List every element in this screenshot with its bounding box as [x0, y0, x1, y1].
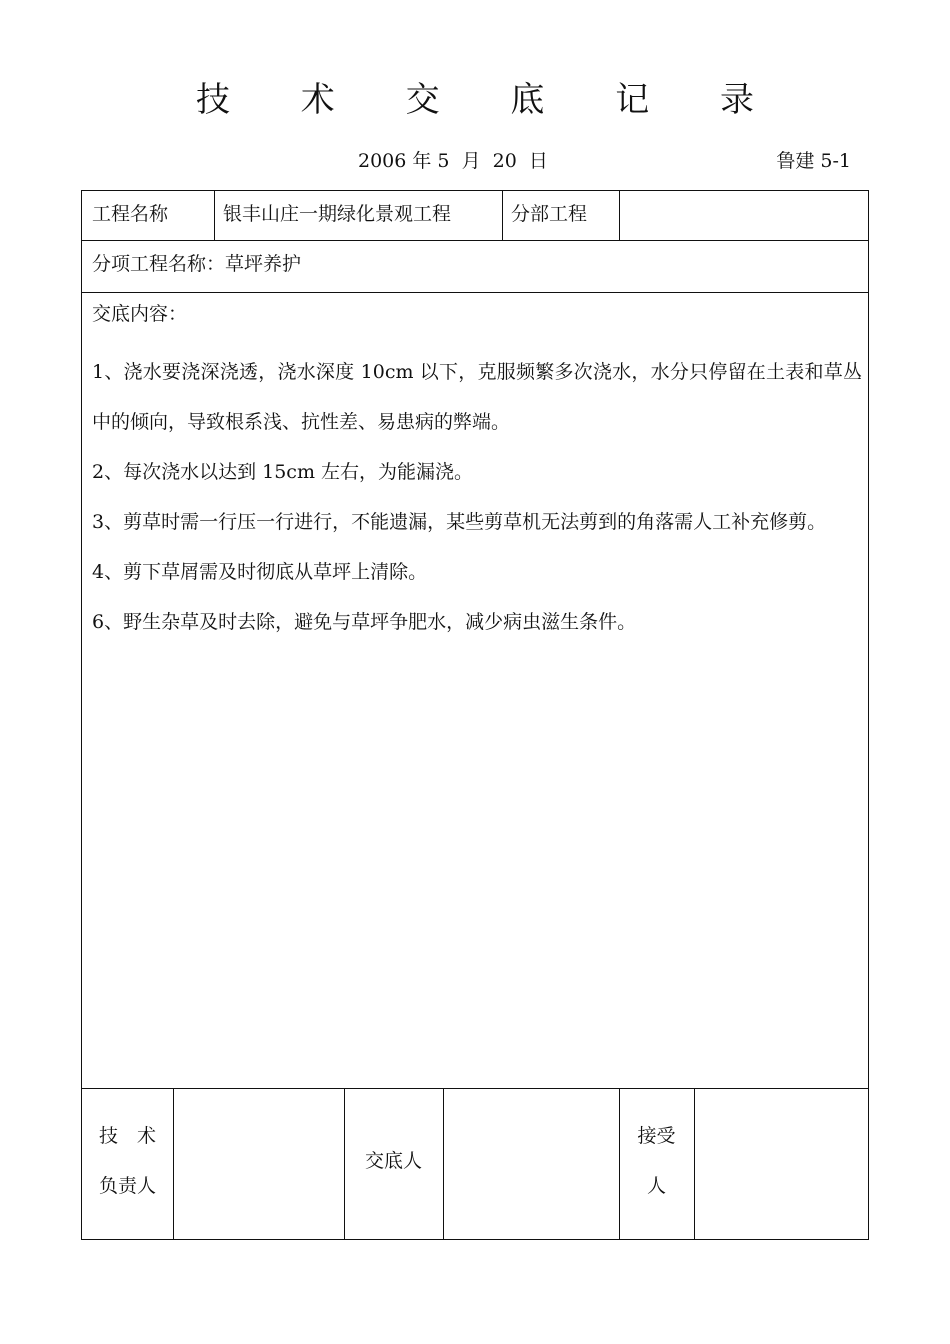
column-divider	[502, 191, 503, 240]
column-divider	[173, 1088, 174, 1240]
row-divider	[82, 292, 868, 293]
column-divider	[619, 191, 620, 240]
project-name-label: 工程名称	[92, 203, 169, 225]
document-title: 技 术 交 底 记 录	[195, 80, 785, 120]
receiver-label	[619, 1123, 694, 1199]
tech-lead-label-line2: 负责人	[98, 1175, 156, 1197]
content-item: 1、浇水要浇深浇透，浇水深度 10cm 以下，克服频繁多次浇水，水分只停留在土表和草丛中的倾向，导致根系浅、抗性差、易患病的弊端。	[92, 361, 862, 433]
row-divider	[82, 240, 868, 241]
content-item: 6、野生杂草及时去除，避免与草坪争肥水，减少病虫滋生条件。	[92, 611, 637, 633]
project-name-value: 银丰山庄一期绿化景观工程	[223, 203, 452, 225]
division-label: 分部工程	[511, 203, 588, 225]
form-code: 鲁建 5-1	[776, 150, 851, 172]
content-heading: 交底内容：	[92, 303, 188, 325]
content-item: 3、剪草时需一行压一行进行，不能遗漏，某些剪草机无法剪到的角落需人工补充修剪。	[92, 511, 827, 533]
tech-lead-label	[82, 1123, 173, 1199]
column-divider	[694, 1088, 695, 1240]
receiver-label-line2: 人	[646, 1175, 666, 1197]
disclosure-table	[81, 190, 869, 1240]
row-divider	[82, 1088, 868, 1089]
subitem-name: 分项工程名称：草坪养护	[92, 253, 302, 275]
receiver-label-line1: 接受	[637, 1125, 676, 1147]
content-item: 2、每次浇水以达到 15cm 左右，为能漏浇。	[92, 461, 474, 483]
content-item: 4、剪下草屑需及时彻底从草坪上清除。	[92, 561, 428, 583]
column-divider	[214, 191, 215, 240]
tech-lead-label-line1: 技 术	[98, 1125, 156, 1147]
disclosure-content	[92, 301, 862, 647]
column-divider	[443, 1088, 444, 1240]
document-date: 2006 年 5 月 20 日	[358, 150, 548, 172]
discloser-label: 交底人	[364, 1150, 422, 1172]
